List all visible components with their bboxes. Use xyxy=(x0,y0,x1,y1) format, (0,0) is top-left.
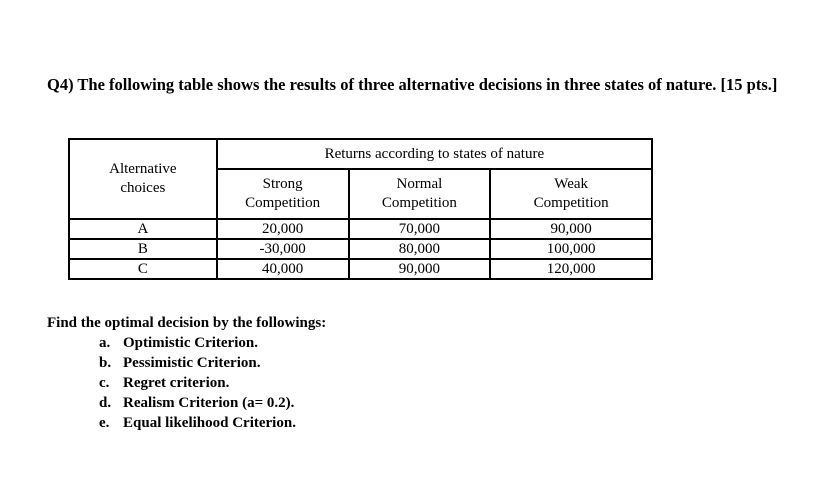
list-item xyxy=(99,373,326,393)
column-header-line1: Weak xyxy=(554,176,589,192)
row-label: A xyxy=(69,219,217,239)
row-label: C xyxy=(69,259,217,279)
table-cell: 90,000 xyxy=(349,259,491,279)
table-row xyxy=(69,239,652,259)
column-header-line1: Normal xyxy=(396,176,443,192)
criterion-text: Pessimistic Criterion. xyxy=(123,355,261,371)
table-cell: 70,000 xyxy=(349,219,491,239)
table-cell: 100,000 xyxy=(490,239,652,259)
column-header-line2: Competition xyxy=(533,195,609,211)
table-row xyxy=(69,259,652,279)
table-cell: 40,000 xyxy=(217,259,349,279)
table-cell: 20,000 xyxy=(217,219,349,239)
list-item xyxy=(99,393,326,413)
column-header-line2: Competition xyxy=(245,195,321,211)
table-cell: 80,000 xyxy=(349,239,491,259)
question-text: Q4) The following table shows the results of three alternative decisions in three states of nature. [15 pts.] xyxy=(47,75,778,94)
states-of-nature-header: Returns according to states of nature xyxy=(217,139,652,169)
instructions-heading: Find the optimal decision by the followings: xyxy=(47,315,327,331)
table-cell: 120,000 xyxy=(490,259,652,279)
row-label: B xyxy=(69,239,217,259)
decision-table xyxy=(68,138,653,280)
list-marker: a. xyxy=(99,335,111,351)
column-header-normal xyxy=(349,169,491,219)
list-marker: c. xyxy=(99,375,110,391)
list-item xyxy=(99,353,326,373)
criterion-text: Optimistic Criterion. xyxy=(123,335,258,351)
list-marker: b. xyxy=(99,355,112,371)
list-item xyxy=(99,333,326,353)
criterion-text: Realism Criterion (a= 0.2). xyxy=(123,395,295,411)
list-marker: d. xyxy=(99,395,112,411)
instructions-block xyxy=(47,313,326,433)
criterion-text: Equal likelihood Criterion. xyxy=(123,415,296,431)
alternative-choices-header xyxy=(69,139,217,219)
alt-header-line1: Alternative xyxy=(109,161,177,177)
criteria-list xyxy=(99,333,326,433)
column-header-line1: Strong xyxy=(262,176,303,192)
column-header-line2: Competition xyxy=(381,195,457,211)
table-cell: 90,000 xyxy=(490,219,652,239)
criterion-text: Regret criterion. xyxy=(123,375,230,391)
list-item xyxy=(99,413,326,433)
table-cell: -30,000 xyxy=(217,239,349,259)
column-header-weak xyxy=(490,169,652,219)
table-row xyxy=(69,219,652,239)
alt-header-line2: choices xyxy=(120,180,166,196)
list-marker: e. xyxy=(99,415,110,431)
column-header-strong xyxy=(217,169,349,219)
table-header-row xyxy=(69,139,652,169)
